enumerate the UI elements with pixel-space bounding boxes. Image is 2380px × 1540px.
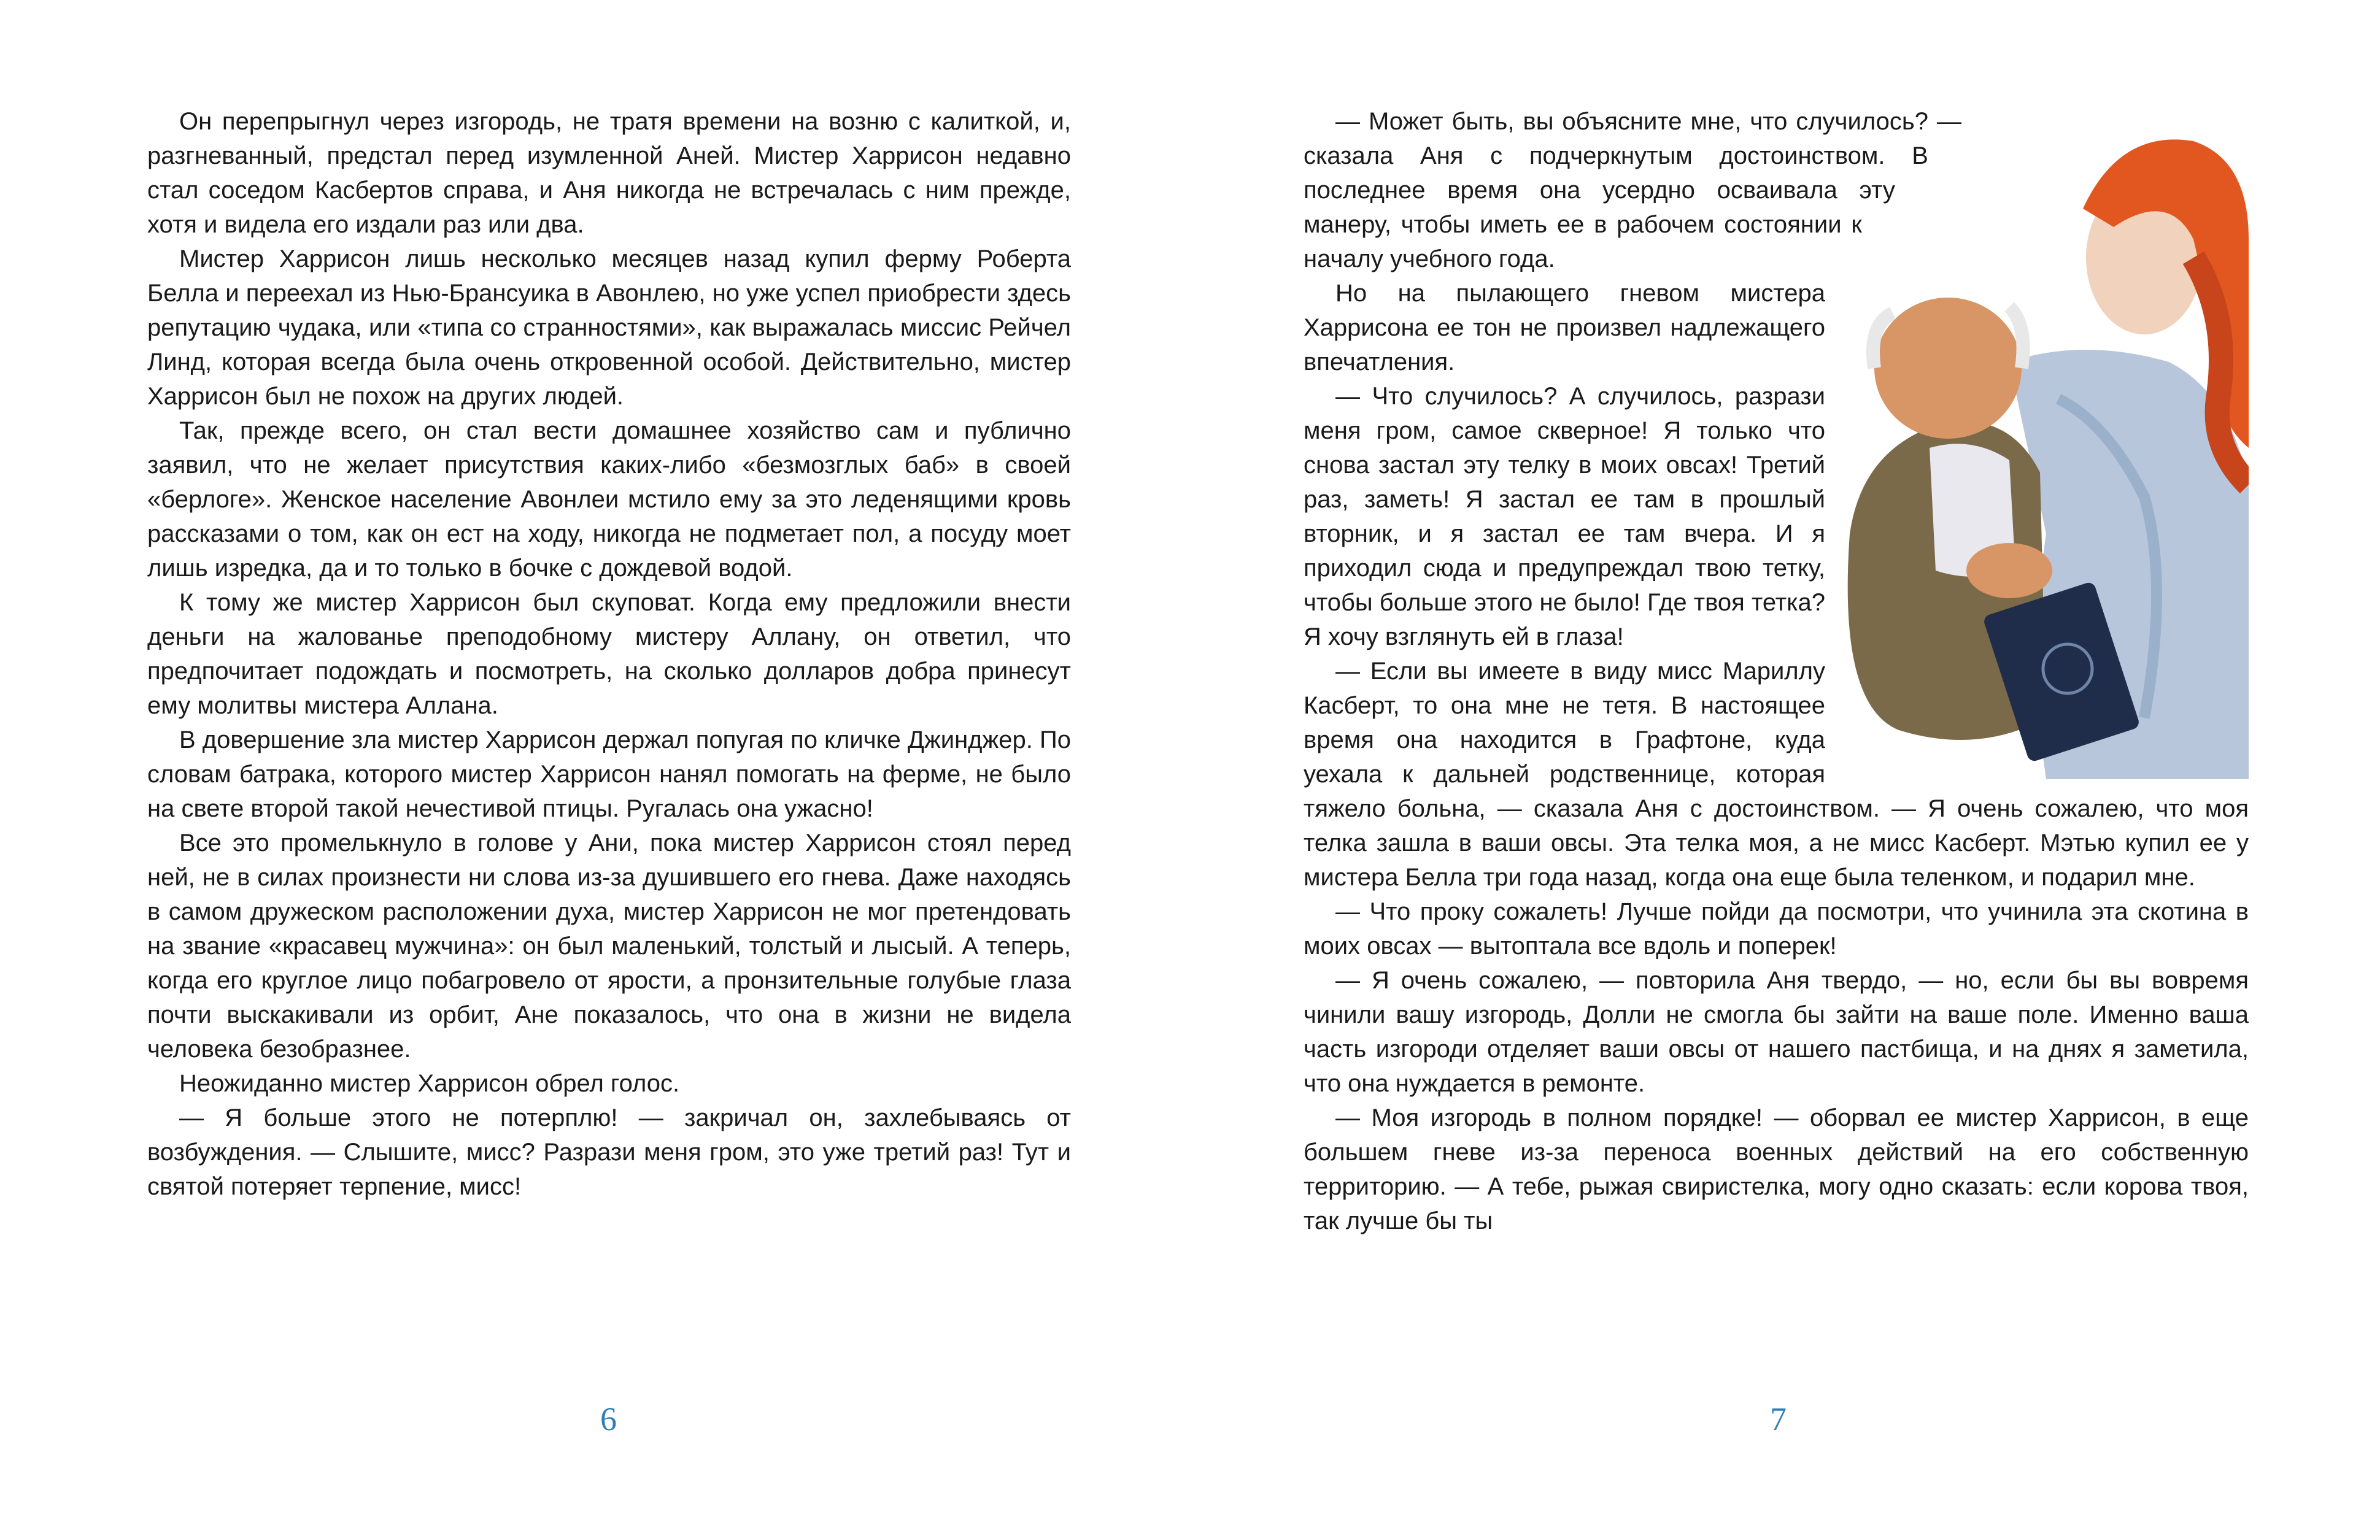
paragraph: Мистер Харрисон лишь несколько месяцев назад купил ферму Роберта Белла и переехал из Нью-Брансуика в Авонлею, но уже успел приобрести здесь репутацию чудака, или «типа со странностями», как выражалась миссис Рейчел Линд, которая всегда была очень откровенной особой. Действительно, мистер Харрисон был не похож на других людей.	[147, 245, 1071, 410]
man-hand	[1966, 543, 2052, 598]
paragraph: Но на пылающего гневом мистера Харрисона ее тон не произвел надлежащего впечатления.	[1304, 280, 1825, 375]
paragraph: — Я больше этого не потерплю! — закричал он, захлебываясь от возбуждения. — Слышите, мисс? Разрази меня гром, это уже третий раз! Тут и святой потеряет терпение, мисс!	[147, 1104, 1071, 1200]
page-number: 7	[1770, 1401, 1787, 1438]
paragraph: Так, прежде всего, он стал вести домашнее хозяйство сам и публично заявил, что не желает присутствия каких-либо «безмозглых баб» в своей «берлоге». Женское население Авонлеи мстило ему за это леденящими кровь рассказами о том, как он ест на ходу, никогда не подметает пол, а посуду моет лишь изредка, да и то только в бочке с дождевой водой.	[147, 417, 1071, 582]
paragraph: — Может быть, вы объясните мне, что случилось? — сказала Аня с подчеркнутым достоинством. В последнее время она усердно осваивала эту манеру, чтобы иметь ее в рабочем состоянии к началу учебного года.	[1304, 108, 1961, 272]
paragraph: Все это промелькнуло в голове у Ани, пока мистер Харрисон стоял перед ней, не в силах произнести ни слова из-за душившего его гнева. Даже находясь в самом дружеском расположении духа, мистер Харрисон не мог претендовать на звание «красавец мужчина»: он был маленький, толстый и лысый. А теперь, когда его круглое лицо побагровело от ярости, а пронзительные голубые глаза почти выскакивали из орбит, Ане показалось, что она в жизни не видела человека безобразнее.	[147, 830, 1071, 1063]
paragraph: — Если вы имеете в виду мисс Мариллу Касберт, то она мне не тетя. В настоящее время она находится в Графтоне, куда уехала к дальней родственнице, которая тяжело больна, — сказала Аня с достоинством. — Я очень сожалею, что моя телка зашла в ваши овсы. Эта телка моя, а не мисс Касберт. Мэтью купил ее у мистера Белла три года назад, когда она еще была теленком, и подарил мне.	[1304, 658, 2249, 891]
man-head	[1874, 298, 2022, 439]
right-text-column	[1304, 104, 2249, 1238]
paragraph: — Что проку сожалеть! Лучше пойди да посмотри, что учинила эта скотина в моих овсах — вытоптала все вдоль и поперек!	[1304, 898, 2249, 960]
paragraph: Неожиданно мистер Харрисон обрел голос.	[179, 1070, 680, 1097]
page-number: 6	[600, 1401, 617, 1438]
right-page	[1190, 0, 2380, 1540]
paragraph: К тому же мистер Харрисон был скуповат. Когда ему предложили внести деньги на жалованье преподобному мистеру Аллану, он ответил, что предпочитает подождать и посмотреть, на сколько долларов добра принесут ему молитвы мистера Аллана.	[147, 589, 1071, 719]
paragraph: — Что случилось? А случилось, разрази меня гром, самое скверное! Я только что снова застал эту телку в моих овсах! Третий раз, заметь! Я застал ее там в прошлый вторник, и я застал ее там вчера. И я приходил сюда и предупреждал твою тетку, чтобы больше этого не было! Где твоя тетка? Я хочу взглянуть ей в глаза!	[1304, 383, 1825, 650]
paragraph: В довершение зла мистер Харрисон держал попугая по кличке Джинджер. По словам батрака, которого мистер Харрисон нанял помогать на ферме, не было на свете второй такой нечестивой птицы. Ругалась она ужасно!	[147, 726, 1071, 822]
paragraph: — Я очень сожалею, — повторила Аня твердо, — но, если бы вы вовремя чинили вашу изгородь, Долли не смогла бы зайти на ваше поле. Именно ваша часть изгороди отделяет ваши овсы от нашего пастбища, и на днях я заметила, что она нуждается в ремонте.	[1304, 967, 2249, 1097]
paragraph: — Моя изгородь в полном порядке! — оборвал ее мистер Харрисон, в еще большем гневе из-за переноса военных действий на его собственную территорию. — А тебе, рыжая свиристелка, могу одно сказать: если корова твоя, так лучше бы ты	[1304, 1104, 2249, 1234]
paragraph: Он перепрыгнул через изгородь, не тратя времени на возню с калиткой, и, разгневанный, предстал перед изумленной Аней. Мистер Харрисон недавно стал соседом Касбертов справа, и Аня никогда не встречалась с ним прежде, хотя и видела его издали раз или два.	[147, 108, 1071, 238]
left-text-column	[147, 104, 1071, 1204]
